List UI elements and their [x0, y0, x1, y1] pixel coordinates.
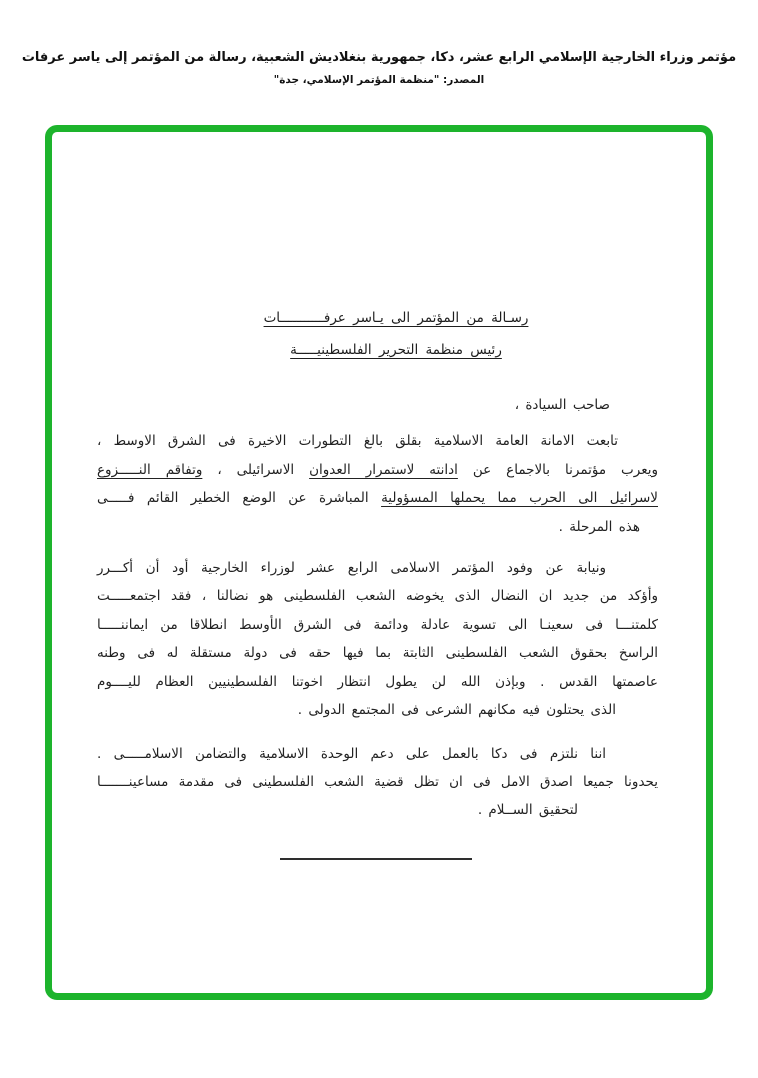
scanned-letter-page — [52, 132, 706, 993]
paragraph1-line2 — [97, 460, 658, 480]
text-segment: ويعرب مؤتمرنا بالاجماع عن — [457, 462, 658, 478]
caption-title: مؤتمر وزراء الخارجية الإسلامي الرابع عشر، دكا، جمهورية بنغلاديش الشعبية، رسالة من المؤتمر إلى ياسر عرفات — [21, 50, 737, 65]
paragraph2-line6: الذى يحتلون فيه مكانهم الشرعى فى المجتمع الدولى . — [297, 702, 616, 718]
letter-title-line-2: رئيس منظمة التحرير الفلسطينيـــــة — [290, 342, 502, 358]
text-segment: الاسرائيلى ، — [202, 462, 310, 478]
salutation: صاحب السيادة ، — [514, 397, 610, 413]
paragraph2-line3: كلمتنـــا فى سعينـا الى تسوية عادلة ودائمة فى الشرق الأوسط انطلاقا من ايماننـــــا — [97, 617, 658, 633]
underlined-text: لاسرائيل الى الحرب مما يحملها المسؤولية — [381, 490, 658, 506]
paragraph3-line2: يحدونا جميعا اصدق الامل فى ان تظل قضية الشعب الفلسطينى فى مقدمة مساعينـــــــا — [97, 774, 658, 790]
paragraph2-line2: وأؤكد من جديد ان النضال الذى يخوضه الشعب الفلسطينى هو نضالنا ، فقد اجتمعـــــت — [97, 588, 658, 604]
paragraph3-line3: لتحقيق الســلام . — [477, 802, 578, 818]
document-caption — [0, 50, 758, 86]
paragraph2-line1: ونيابة عن وفود المؤتمر الاسلامى الرابع عشر لوزراء الخارجية أود أن أكـــرر — [97, 560, 606, 576]
paragraph2-line5: عاصمتها القدس . وبإذن الله لن يطول انتظار اخوتنا الفلسطينيين العظام لليــــوم — [97, 674, 658, 690]
letter-title-line-1: رسـالة من المؤتمر الى يـاسر عرفـــــــــــات — [263, 310, 529, 326]
paragraph3-line1: اننا نلتزم فى دكا بالعمل على دعم الوحدة الاسلامية والتضامن الاسلامـــــى . — [97, 746, 606, 762]
paragraph1-line4: هذه المرحلة . — [558, 519, 640, 535]
paragraph1-line1: تابعت الامانة العامة الاسلامية بقلق بالغ التطورات الاخيرة فى الشرق الاوسط ، — [97, 433, 618, 449]
signature-separator-line — [280, 858, 472, 860]
green-annotation-frame — [45, 125, 713, 1000]
underlined-text: ادانته لاستمرار العدوان — [309, 462, 458, 478]
caption-source: المصدر: "منظمة المؤتمر الإسلامي، جدة" — [273, 74, 485, 86]
paragraph2-line4: الراسخ بحقوق الشعب الفلسطينى الثابتة بما فيها حقه فى دولة مستقلة له فى وطنه — [97, 645, 658, 661]
paragraph1-line3 — [97, 488, 658, 508]
underlined-text: وتفاقم النـــــزوع — [97, 462, 203, 478]
text-segment: المباشرة عن الوضع الخطير القائم فـــــى — [97, 490, 382, 506]
